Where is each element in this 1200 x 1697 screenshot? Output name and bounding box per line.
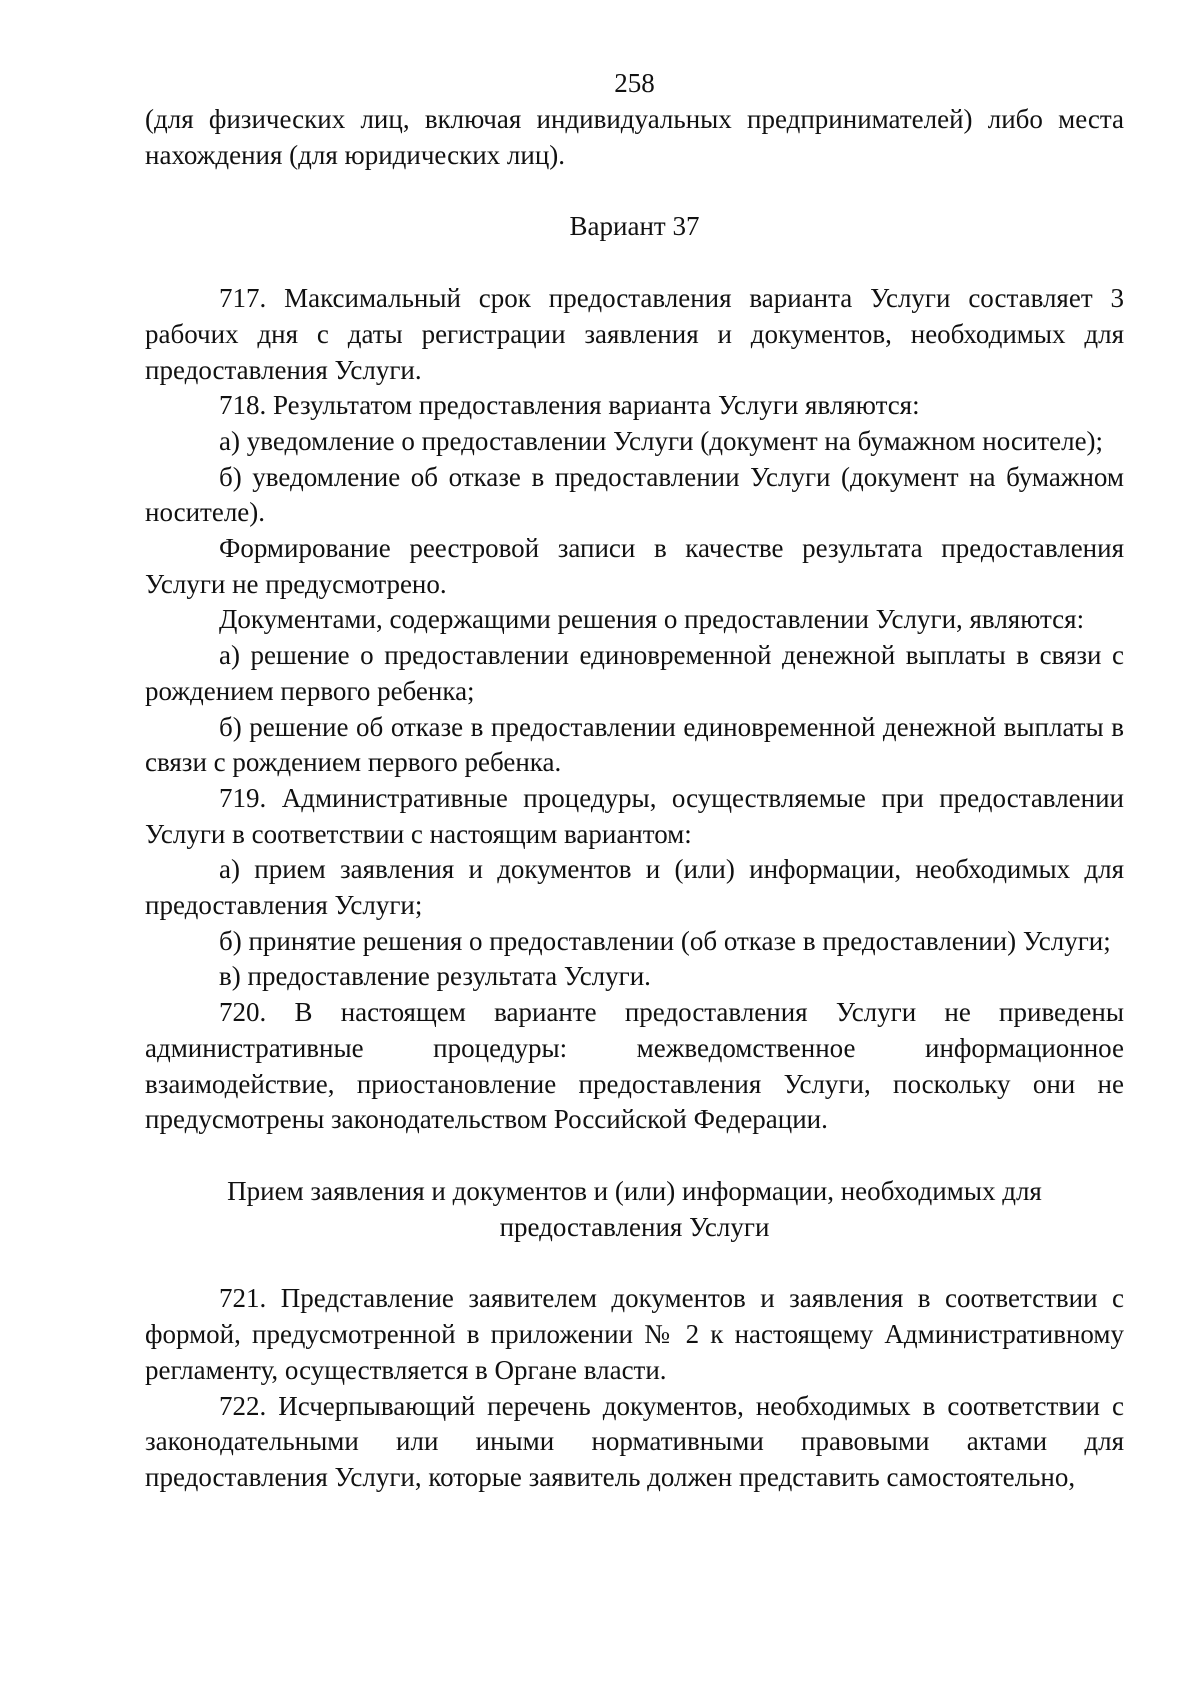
section-heading-line-2: предоставления Услуги bbox=[499, 1211, 770, 1242]
spacer bbox=[145, 173, 1124, 209]
paragraph-718-b: б) уведомление об отказе в предоставлении Услуги (документ на бумажном носителе). bbox=[145, 461, 1124, 528]
paragraph-decision-b: б) решение об отказе в предоставлении единовременной денежной выплаты в связи с рождением первого ребенка. bbox=[145, 711, 1124, 778]
page-number: 258 bbox=[614, 68, 655, 98]
paragraph-717: 717. Максимальный срок предоставления варианта Услуги составляет 3 рабочих дня с даты регистрации заявления и документов, необходимых для предоставления Услуги. bbox=[145, 283, 1124, 385]
paragraph-registry-note: Формирование реестровой записи в качестве результата предоставления Услуги не предусмотрено. bbox=[145, 533, 1124, 599]
paragraph-decision-docs: Документами, содержащими решения о предоставлении Услуги, являются: bbox=[219, 604, 1085, 635]
spacer bbox=[145, 245, 1124, 281]
spacer bbox=[145, 1245, 1124, 1281]
paragraph-719: 719. Административные процедуры, осуществляемые при предоставлении Услуги в соответствии с настоящим вариантом: bbox=[145, 782, 1124, 849]
paragraph-719-b: б) принятие решения о предоставлении (об отказе в предоставлении) Услуги; bbox=[219, 925, 1111, 956]
paragraph-718-a: а) уведомление о предоставлении Услуги (документ на бумажном носителе); bbox=[219, 425, 1104, 456]
variant-heading: Вариант 37 bbox=[569, 211, 700, 242]
paragraph-721: 721. Представление заявителем документов и заявления в соответствии с формой, предусмотренной в приложении № 2 к настоящему Административному регламенту, осуществляется в Органе власти. bbox=[145, 1283, 1124, 1385]
paragraph-718: 718. Результатом предоставления варианта Услуги являются: bbox=[219, 390, 920, 421]
document-page bbox=[145, 66, 1124, 1496]
paragraph-decision-a: а) решение о предоставлении единовременной денежной выплаты в связи с рождением первого ребенка; bbox=[145, 640, 1124, 706]
paragraph-720: 720. В настоящем варианте предоставления Услуги не приведены административные процедуры: межведомственное информационное взаимодействие, приостановление предоставления Услуги, поскольку они не предусмотрены законодательством Российской Федерации. bbox=[145, 997, 1124, 1135]
spacer bbox=[145, 1138, 1124, 1174]
paragraph-722: 722. Исчерпывающий перечень документов, необходимых в соответствии с законодательными или иными нормативными правовыми актами для предоставления Услуги, которые заявитель должен представить самостоятельно, bbox=[145, 1390, 1124, 1492]
paragraph-719-c: в) предоставление результата Услуги. bbox=[219, 961, 651, 992]
continuation-paragraph: (для физических лиц, включая индивидуальных предпринимателей) либо места нахождения (для юридических лиц). bbox=[145, 104, 1124, 170]
paragraph-719-a: а) прием заявления и документов и (или) информации, необходимых для предоставления Услуги; bbox=[145, 854, 1124, 921]
section-heading-line-1: Прием заявления и документов и (или) информации, необходимых для bbox=[227, 1175, 1042, 1206]
